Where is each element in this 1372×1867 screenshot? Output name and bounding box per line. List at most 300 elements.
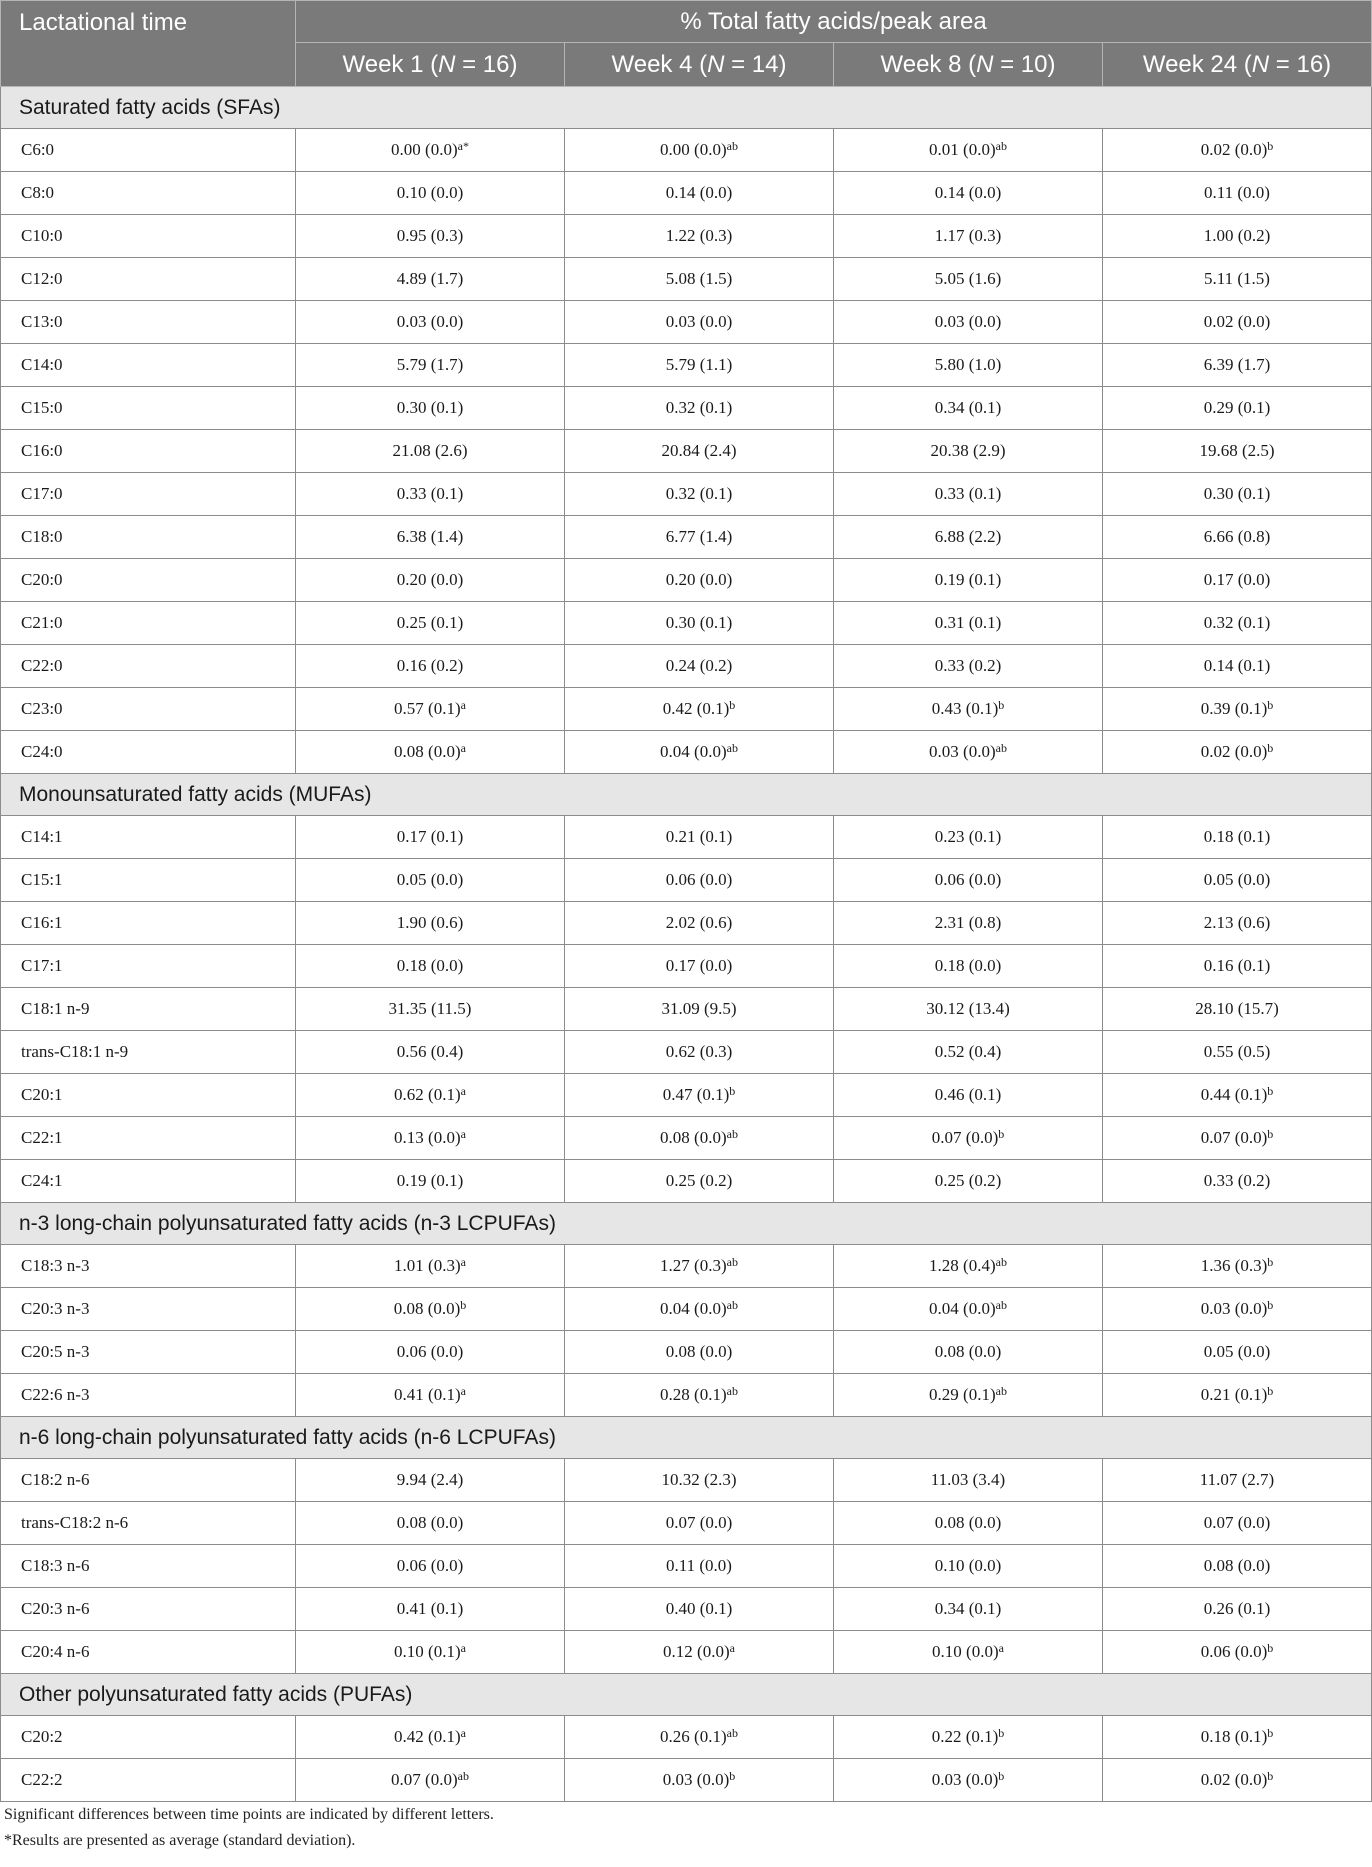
value-text: 11.03 (3.4) <box>930 1470 1006 1489</box>
value-text: 6.77 (1.4) <box>665 527 733 546</box>
value-text: 0.10 (0.0) <box>934 1556 1002 1575</box>
value-text: 0.28 (0.1) <box>660 1385 727 1404</box>
table-row <box>1 1588 1372 1631</box>
value-cell <box>565 1117 834 1160</box>
fatty-acid-name: C15:1 <box>1 859 296 902</box>
fatty-acid-name: C22:6 n-3 <box>1 1374 296 1417</box>
value-text: 0.42 (0.1) <box>394 1727 461 1746</box>
significance-letter: b <box>998 1726 1005 1740</box>
value-cell <box>1103 1502 1372 1545</box>
table-row <box>1 1759 1372 1802</box>
value-text: 0.19 (0.1) <box>396 1171 464 1190</box>
value-text: 0.08 (0.0) <box>934 1513 1002 1532</box>
header-week-0 <box>296 43 565 87</box>
value-cell <box>1103 344 1372 387</box>
value-cell <box>565 1759 834 1802</box>
significance-letter: b <box>1267 741 1274 755</box>
value-cell <box>1103 1588 1372 1631</box>
significance-letter: b <box>1267 139 1274 153</box>
value-text: 1.28 (0.4) <box>929 1256 996 1275</box>
header-week-n: N <box>707 50 725 78</box>
value-cell <box>565 387 834 430</box>
value-text: 0.33 (0.1) <box>396 484 464 503</box>
value-text: 0.32 (0.1) <box>1203 613 1271 632</box>
value-cell <box>834 645 1103 688</box>
value-cell <box>565 602 834 645</box>
significance-letter: a <box>729 1641 735 1655</box>
value-cell <box>296 1459 565 1502</box>
value-text: 0.06 (0.0) <box>396 1556 464 1575</box>
section-title: n-6 long-chain polyunsaturated fatty acids (n-6 LCPUFAs) <box>1 1417 1372 1459</box>
table-row <box>1 988 1372 1031</box>
value-text: 0.44 (0.1) <box>1200 1085 1268 1104</box>
value-cell <box>834 1374 1103 1417</box>
value-text: 0.04 (0.0) <box>660 742 727 761</box>
table-row <box>1 1545 1372 1588</box>
table-row <box>1 1631 1372 1674</box>
value-text: 0.10 (0.1) <box>394 1642 461 1661</box>
fatty-acid-name: C14:1 <box>1 816 296 859</box>
value-cell <box>296 1160 565 1203</box>
value-text: 0.08 (0.0) <box>394 742 461 761</box>
fatty-acid-name: C20:0 <box>1 559 296 602</box>
header-week-2 <box>834 43 1103 87</box>
value-cell <box>565 988 834 1031</box>
fatty-acid-name: C22:2 <box>1 1759 296 1802</box>
table-row <box>1 731 1372 774</box>
value-text: 0.04 (0.0) <box>929 1299 996 1318</box>
value-cell <box>565 516 834 559</box>
value-text: 0.17 (0.0) <box>665 956 733 975</box>
value-text: 0.55 (0.5) <box>1203 1042 1271 1061</box>
table-row <box>1 1117 1372 1160</box>
significance-letter: b <box>1267 1298 1274 1312</box>
value-cell <box>1103 172 1372 215</box>
footnotes <box>0 1802 1372 1854</box>
value-cell <box>1103 516 1372 559</box>
value-cell <box>834 387 1103 430</box>
value-cell <box>296 430 565 473</box>
value-cell <box>834 172 1103 215</box>
value-cell <box>834 1031 1103 1074</box>
value-text: 0.14 (0.0) <box>665 183 733 202</box>
value-text: 0.42 (0.1) <box>662 699 730 718</box>
section-title: Monounsaturated fatty acids (MUFAs) <box>1 774 1372 816</box>
value-cell <box>296 1545 565 1588</box>
value-text: 0.62 (0.1) <box>394 1085 461 1104</box>
value-cell <box>296 387 565 430</box>
value-text: 0.30 (0.1) <box>396 398 464 417</box>
fatty-acid-name: C18:3 n-3 <box>1 1245 296 1288</box>
value-text: 0.95 (0.3) <box>396 226 464 245</box>
value-cell <box>1103 945 1372 988</box>
value-cell <box>1103 1117 1372 1160</box>
value-cell <box>296 473 565 516</box>
header-week-count: = 10) <box>993 50 1056 78</box>
table-row <box>1 1716 1372 1759</box>
table-row <box>1 602 1372 645</box>
significance-letter: b <box>998 1769 1005 1783</box>
value-text: 0.03 (0.0) <box>929 742 996 761</box>
value-text: 28.10 (15.7) <box>1195 999 1279 1018</box>
value-cell <box>834 902 1103 945</box>
value-cell <box>1103 129 1372 172</box>
value-text: 0.08 (0.0) <box>1203 1556 1271 1575</box>
value-text: 0.21 (0.1) <box>665 827 733 846</box>
value-cell <box>565 645 834 688</box>
value-cell <box>296 688 565 731</box>
value-cell <box>834 1631 1103 1674</box>
value-text: 6.39 (1.7) <box>1203 355 1271 374</box>
value-text: 0.30 (0.1) <box>1203 484 1271 503</box>
footnote-results: *Results are presented as average (standard deviation). <box>4 1832 356 1849</box>
value-cell <box>834 301 1103 344</box>
value-cell <box>296 816 565 859</box>
value-cell <box>834 473 1103 516</box>
value-text: 0.16 (0.2) <box>396 656 464 675</box>
value-text: 0.46 (0.1) <box>934 1085 1002 1104</box>
value-cell <box>296 215 565 258</box>
table-row <box>1 1288 1372 1331</box>
value-cell <box>565 559 834 602</box>
significance-letter: a <box>460 1726 466 1740</box>
value-cell <box>565 1716 834 1759</box>
value-text: 0.25 (0.2) <box>665 1171 733 1190</box>
value-cell <box>1103 1245 1372 1288</box>
value-text: 0.03 (0.0) <box>662 1770 730 1789</box>
value-cell <box>296 902 565 945</box>
value-cell <box>834 816 1103 859</box>
value-text: 0.19 (0.1) <box>934 570 1002 589</box>
significance-letter: a <box>460 1084 466 1098</box>
significance-letter: b <box>1267 1084 1274 1098</box>
value-cell <box>565 129 834 172</box>
significance-letter: a <box>998 1641 1004 1655</box>
table-row <box>1 1031 1372 1074</box>
table-row <box>1 1245 1372 1288</box>
value-cell <box>834 1117 1103 1160</box>
value-cell <box>565 945 834 988</box>
value-text: 0.41 (0.1) <box>394 1385 461 1404</box>
value-cell <box>834 1331 1103 1374</box>
value-cell <box>1103 731 1372 774</box>
value-text: 0.03 (0.0) <box>934 312 1002 331</box>
value-text: 0.10 (0.0) <box>932 1642 999 1661</box>
value-cell <box>565 172 834 215</box>
table-row <box>1 645 1372 688</box>
value-cell <box>1103 1716 1372 1759</box>
value-cell <box>1103 258 1372 301</box>
table-row <box>1 172 1372 215</box>
header-week-label: Week 4 ( <box>611 50 708 78</box>
value-cell <box>296 1631 565 1674</box>
value-cell <box>296 559 565 602</box>
value-text: 0.06 (0.0) <box>934 870 1002 889</box>
fatty-acid-name: C12:0 <box>1 258 296 301</box>
value-cell <box>565 301 834 344</box>
value-text: 0.40 (0.1) <box>665 1599 733 1618</box>
significance-letter: b <box>998 698 1005 712</box>
value-cell <box>296 1716 565 1759</box>
value-cell <box>834 859 1103 902</box>
value-cell <box>296 301 565 344</box>
significance-letter: b <box>1267 698 1274 712</box>
value-cell <box>296 988 565 1031</box>
section-title: Other polyunsaturated fatty acids (PUFAs) <box>1 1674 1372 1716</box>
table-row <box>1 473 1372 516</box>
value-text: 0.08 (0.0) <box>665 1342 733 1361</box>
value-cell <box>1103 430 1372 473</box>
fatty-acid-name: trans-C18:2 n-6 <box>1 1502 296 1545</box>
value-cell <box>296 344 565 387</box>
value-cell <box>296 129 565 172</box>
value-cell <box>834 129 1103 172</box>
value-cell <box>834 1160 1103 1203</box>
significance-letter: a <box>460 1255 466 1269</box>
value-text: 1.22 (0.3) <box>665 226 733 245</box>
value-text: 0.02 (0.0) <box>1200 140 1268 159</box>
value-cell <box>1103 1759 1372 1802</box>
value-text: 1.90 (0.6) <box>396 913 464 932</box>
value-cell <box>565 430 834 473</box>
value-text: 1.01 (0.3) <box>394 1256 461 1275</box>
value-text: 2.13 (0.6) <box>1203 913 1271 932</box>
value-cell <box>565 731 834 774</box>
value-cell <box>1103 859 1372 902</box>
fatty-acid-name: C22:0 <box>1 645 296 688</box>
value-text: 0.33 (0.2) <box>934 656 1002 675</box>
value-cell <box>565 902 834 945</box>
value-text: 0.30 (0.1) <box>665 613 733 632</box>
value-text: 5.05 (1.6) <box>934 269 1002 288</box>
value-text: 21.08 (2.6) <box>392 441 468 460</box>
value-text: 0.20 (0.0) <box>396 570 464 589</box>
significance-letter: ab <box>726 1255 738 1269</box>
value-cell <box>834 1459 1103 1502</box>
value-cell <box>565 688 834 731</box>
value-cell <box>1103 1459 1372 1502</box>
value-cell <box>834 430 1103 473</box>
value-cell <box>565 1588 834 1631</box>
value-cell <box>834 1545 1103 1588</box>
value-cell <box>565 1245 834 1288</box>
value-text: 0.22 (0.1) <box>931 1727 999 1746</box>
value-text: 0.07 (0.0) <box>665 1513 733 1532</box>
value-text: 19.68 (2.5) <box>1199 441 1275 460</box>
value-text: 0.05 (0.0) <box>1203 1342 1271 1361</box>
fatty-acid-name: trans-C18:1 n-9 <box>1 1031 296 1074</box>
value-cell <box>834 731 1103 774</box>
fatty-acid-name: C20:2 <box>1 1716 296 1759</box>
table-row <box>1 430 1372 473</box>
table-row <box>1 387 1372 430</box>
value-text: 0.10 (0.0) <box>396 183 464 202</box>
value-cell <box>296 172 565 215</box>
significance-letter: ab <box>995 1384 1007 1398</box>
fatty-acid-name: C17:0 <box>1 473 296 516</box>
significance-letter: b <box>1267 1769 1274 1783</box>
significance-letter: ab <box>726 741 738 755</box>
header-week-count: = 16) <box>1269 50 1332 78</box>
value-cell <box>834 602 1103 645</box>
significance-letter: ab <box>726 1127 738 1141</box>
value-text: 0.12 (0.0) <box>663 1642 730 1661</box>
table-row <box>1 1502 1372 1545</box>
value-text: 0.00 (0.0) <box>660 140 727 159</box>
significance-letter: b <box>1267 1384 1274 1398</box>
value-cell <box>1103 559 1372 602</box>
significance-letter: ab <box>995 1298 1007 1312</box>
value-text: 1.17 (0.3) <box>934 226 1002 245</box>
value-cell <box>565 816 834 859</box>
value-cell <box>296 859 565 902</box>
value-cell <box>296 1031 565 1074</box>
value-text: 5.11 (1.5) <box>1204 269 1270 288</box>
fatty-acid-name: C18:1 n-9 <box>1 988 296 1031</box>
value-text: 0.18 (0.0) <box>934 956 1002 975</box>
value-text: 5.80 (1.0) <box>934 355 1002 374</box>
value-text: 0.62 (0.3) <box>665 1042 733 1061</box>
value-cell <box>1103 988 1372 1031</box>
section-header-row <box>1 1417 1372 1459</box>
table-row <box>1 344 1372 387</box>
value-cell <box>565 1031 834 1074</box>
value-cell <box>834 258 1103 301</box>
value-text: 20.84 (2.4) <box>661 441 737 460</box>
value-cell <box>834 215 1103 258</box>
significance-letter: ab <box>726 1298 738 1312</box>
value-cell <box>834 1716 1103 1759</box>
value-cell <box>1103 1631 1372 1674</box>
significance-letter: b <box>729 698 736 712</box>
header-week-1 <box>565 43 834 87</box>
fatty-acid-name: C22:1 <box>1 1117 296 1160</box>
value-cell <box>296 1588 565 1631</box>
value-cell <box>834 559 1103 602</box>
fatty-acid-name: C18:3 n-6 <box>1 1545 296 1588</box>
value-cell <box>296 516 565 559</box>
value-text: 0.06 (0.0) <box>396 1342 464 1361</box>
value-cell <box>1103 645 1372 688</box>
value-cell <box>1103 688 1372 731</box>
header-week-n: N <box>976 50 994 78</box>
value-text: 0.17 (0.0) <box>1203 570 1271 589</box>
value-text: 0.06 (0.0) <box>1200 1642 1268 1661</box>
value-text: 0.08 (0.0) <box>393 1299 461 1318</box>
value-cell <box>1103 1331 1372 1374</box>
fatty-acid-name: C13:0 <box>1 301 296 344</box>
value-cell <box>296 602 565 645</box>
fatty-acid-name: C20:1 <box>1 1074 296 1117</box>
fatty-acid-name: C21:0 <box>1 602 296 645</box>
table-row <box>1 1459 1372 1502</box>
value-text: 0.07 (0.0) <box>391 1770 458 1789</box>
value-text: 0.13 (0.0) <box>394 1128 461 1147</box>
value-cell <box>296 945 565 988</box>
table-row <box>1 688 1372 731</box>
header-week-label: Week 24 ( <box>1142 50 1252 78</box>
value-text: 0.34 (0.1) <box>934 398 1002 417</box>
value-text: 0.08 (0.0) <box>660 1128 727 1147</box>
value-text: 2.31 (0.8) <box>934 913 1002 932</box>
value-text: 0.34 (0.1) <box>934 1599 1002 1618</box>
value-text: 0.18 (0.0) <box>396 956 464 975</box>
value-text: 0.03 (0.0) <box>931 1770 999 1789</box>
value-text: 0.14 (0.0) <box>934 183 1002 202</box>
value-text: 0.14 (0.1) <box>1203 656 1271 675</box>
significance-letter: ab <box>726 1726 738 1740</box>
fatty-acid-name: C23:0 <box>1 688 296 731</box>
value-text: 0.11 (0.0) <box>1204 183 1270 202</box>
value-text: 0.04 (0.0) <box>660 1299 727 1318</box>
fatty-acid-name: C18:0 <box>1 516 296 559</box>
value-text: 30.12 (13.4) <box>926 999 1010 1018</box>
fatty-acid-name: C14:0 <box>1 344 296 387</box>
value-cell <box>1103 602 1372 645</box>
value-cell <box>1103 902 1372 945</box>
value-cell <box>1103 1374 1372 1417</box>
value-text: 1.27 (0.3) <box>660 1256 727 1275</box>
significance-letter: ab <box>726 139 738 153</box>
significance-letter: ab <box>995 139 1007 153</box>
value-text: 6.66 (0.8) <box>1203 527 1271 546</box>
value-text: 0.21 (0.1) <box>1200 1385 1268 1404</box>
fatty-acid-name: C18:2 n-6 <box>1 1459 296 1502</box>
fatty-acid-name: C6:0 <box>1 129 296 172</box>
table-row <box>1 859 1372 902</box>
value-text: 6.88 (2.2) <box>934 527 1002 546</box>
value-cell <box>565 344 834 387</box>
value-cell <box>834 1288 1103 1331</box>
value-cell <box>834 688 1103 731</box>
value-cell <box>1103 816 1372 859</box>
significance-letter: a* <box>457 139 469 153</box>
value-cell <box>565 1074 834 1117</box>
value-cell <box>834 1502 1103 1545</box>
header-total-fatty-acids: % Total fatty acids/peak area <box>296 1 1372 43</box>
value-text: 0.11 (0.0) <box>666 1556 732 1575</box>
fatty-acid-name: C16:0 <box>1 430 296 473</box>
value-text: 1.00 (0.2) <box>1203 226 1271 245</box>
value-text: 0.29 (0.1) <box>929 1385 996 1404</box>
significance-letter: b <box>1267 1127 1274 1141</box>
value-text: 0.05 (0.0) <box>1203 870 1271 889</box>
section-title: Saturated fatty acids (SFAs) <box>1 87 1372 129</box>
value-cell <box>565 1160 834 1203</box>
significance-letter: b <box>1267 1726 1274 1740</box>
value-cell <box>834 1759 1103 1802</box>
table-row <box>1 1331 1372 1374</box>
value-text: 0.56 (0.4) <box>396 1042 464 1061</box>
value-text: 4.89 (1.7) <box>396 269 464 288</box>
value-text: 0.23 (0.1) <box>934 827 1002 846</box>
value-text: 0.25 (0.1) <box>396 613 464 632</box>
header-week-3 <box>1103 43 1372 87</box>
value-text: 0.05 (0.0) <box>396 870 464 889</box>
fatty-acid-name: C17:1 <box>1 945 296 988</box>
value-text: 0.26 (0.1) <box>1203 1599 1271 1618</box>
value-text: 0.52 (0.4) <box>934 1042 1002 1061</box>
value-text: 0.47 (0.1) <box>662 1085 730 1104</box>
section-header-row <box>1 1674 1372 1716</box>
value-cell <box>296 1074 565 1117</box>
value-text: 5.79 (1.7) <box>396 355 464 374</box>
value-cell <box>565 1631 834 1674</box>
value-cell <box>565 859 834 902</box>
value-cell <box>834 516 1103 559</box>
value-text: 0.26 (0.1) <box>660 1727 727 1746</box>
value-text: 0.17 (0.1) <box>396 827 464 846</box>
